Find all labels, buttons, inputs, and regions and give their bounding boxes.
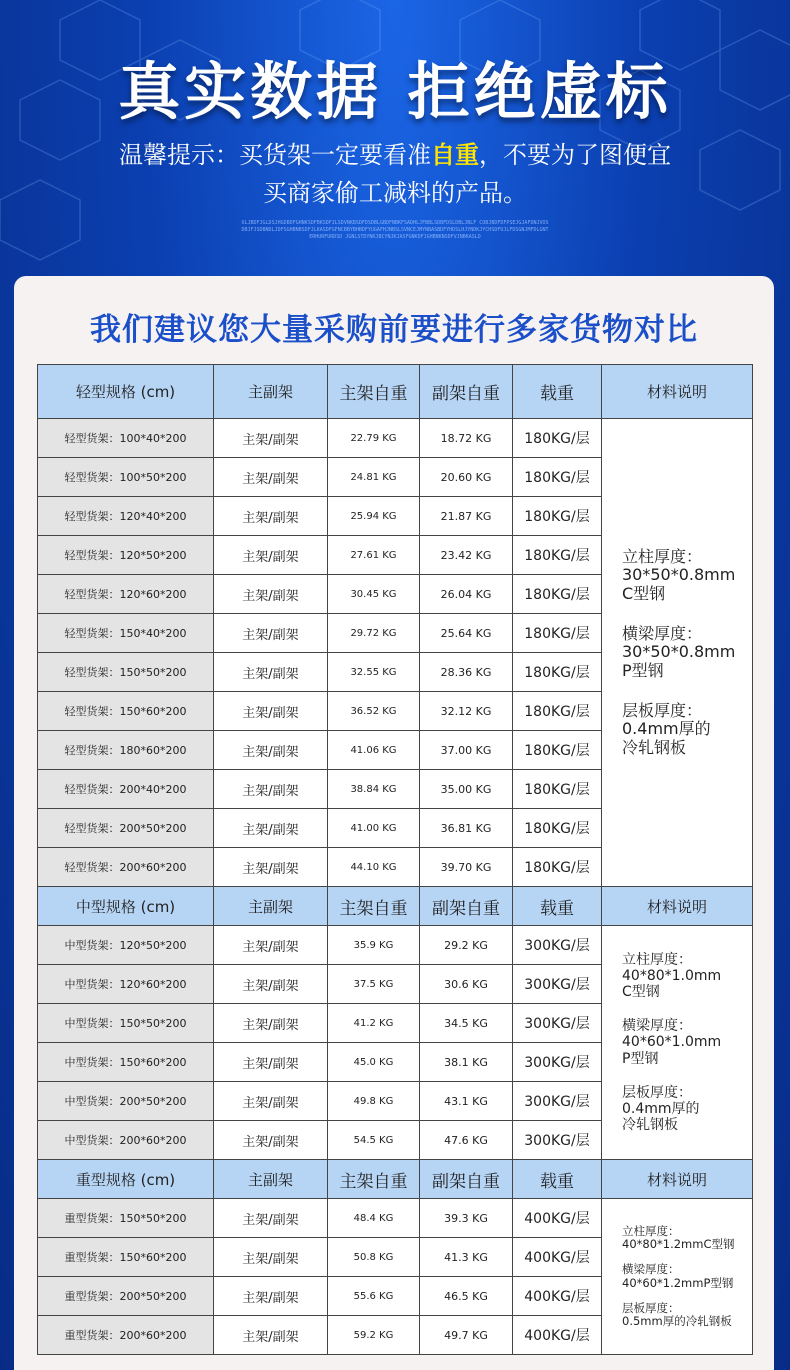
sub-weight-cell: 38.1 KG: [420, 1043, 513, 1082]
main-weight-cell: 41.2 KG: [328, 1004, 420, 1043]
pillar-material-block: [622, 952, 752, 1000]
load-cell: 180KG/层: [513, 809, 602, 848]
load-cell: 300KG/层: [513, 1121, 602, 1160]
load-cell: 400KG/层: [513, 1238, 602, 1277]
material-description: [602, 419, 753, 887]
hero-tip-line2: 买商家偷工减料的产品。: [263, 179, 527, 207]
rack-spec-cell: 轻型货架：150*50*200: [38, 653, 214, 692]
material-pillar-label: 立柱厚度：: [622, 1223, 680, 1238]
frame-cell: 主架/副架: [214, 497, 328, 536]
main-weight-cell: 32.55 KG: [328, 653, 420, 692]
load-cell: 300KG/层: [513, 1004, 602, 1043]
main-weight-header: 主架自重: [328, 1160, 420, 1199]
material-pillar-label: 立柱厚度：: [622, 952, 692, 969]
material-board-type: 冷轧钢板: [622, 1116, 678, 1133]
material-pillar-type: C型钢: [622, 984, 660, 1001]
main-weight-cell: 48.4 KG: [328, 1199, 420, 1238]
sub-weight-cell: 34.5 KG: [420, 1004, 513, 1043]
sub-weight-cell: 21.87 KG: [420, 497, 513, 536]
frame-cell: 主架/副架: [214, 965, 328, 1004]
rack-spec-cell: 中型货架：200*50*200: [38, 1082, 214, 1121]
material-beam-label: 横梁厚度：: [622, 1018, 692, 1035]
frame-cell: 主架/副架: [214, 1238, 328, 1277]
sub-weight-cell: 49.7 KG: [420, 1316, 513, 1355]
sub-weight-cell: 39.3 KG: [420, 1199, 513, 1238]
load-cell: 180KG/层: [513, 497, 602, 536]
load-cell: 180KG/层: [513, 770, 602, 809]
rack-spec-cell: 轻型货架：180*60*200: [38, 731, 214, 770]
main-weight-cell: 30.45 KG: [328, 575, 420, 614]
frame-cell: 主架/副架: [214, 1082, 328, 1121]
material-board-label: 层板厚度：: [622, 1084, 692, 1101]
table-row: [38, 926, 753, 965]
rack-spec-cell: 轻型货架：120*60*200: [38, 575, 214, 614]
load-cell: 400KG/层: [513, 1277, 602, 1316]
frame-cell: 主架/副架: [214, 1199, 328, 1238]
rack-spec-cell: 重型货架：200*60*200: [38, 1316, 214, 1355]
sub-weight-cell: 23.42 KG: [420, 536, 513, 575]
spec-header: 轻型规格 (cm): [38, 365, 214, 419]
load-header: 载重: [513, 1160, 602, 1199]
material-board-spec: 0.5mm厚的冷轧钢板: [622, 1313, 732, 1328]
material-pillar-spec: 40*80*1.2mmC型钢: [622, 1237, 735, 1252]
medium-header-row: [38, 887, 753, 926]
rack-spec-cell: 重型货架：150*50*200: [38, 1199, 214, 1238]
main-weight-cell: 54.5 KG: [328, 1121, 420, 1160]
sub-weight-header: 副架自重: [420, 887, 513, 926]
material-beam-spec: 30*50*0.8mm: [622, 642, 736, 662]
beam-material-block: [622, 625, 752, 680]
material-header: 材料说明: [602, 365, 753, 419]
material-description: [602, 1199, 753, 1355]
load-cell: 180KG/层: [513, 536, 602, 575]
sub-weight-cell: 43.1 KG: [420, 1082, 513, 1121]
rack-spec-cell: 轻型货架：200*50*200: [38, 809, 214, 848]
frame-cell: 主架/副架: [214, 1277, 328, 1316]
rack-spec-cell: 重型货架：200*50*200: [38, 1277, 214, 1316]
frame-cell: 主架/副架: [214, 614, 328, 653]
rack-spec-cell: 重型货架：150*60*200: [38, 1238, 214, 1277]
main-weight-header: 主架自重: [328, 887, 420, 926]
load-cell: 300KG/层: [513, 1043, 602, 1082]
main-weight-cell: 24.81 KG: [328, 458, 420, 497]
main-weight-cell: 35.9 KG: [328, 926, 420, 965]
rack-spec-cell: 轻型货架：100*40*200: [38, 419, 214, 458]
frame-cell: 主架/副架: [214, 458, 328, 497]
load-cell: 180KG/层: [513, 848, 602, 887]
main-weight-cell: 55.6 KG: [328, 1277, 420, 1316]
frame-header: 主副架: [214, 365, 328, 419]
material-beam-label: 横梁厚度：: [622, 623, 703, 643]
main-weight-cell: 22.79 KG: [328, 419, 420, 458]
main-weight-cell: 25.94 KG: [328, 497, 420, 536]
frame-cell: 主架/副架: [214, 419, 328, 458]
sub-weight-cell: 35.00 KG: [420, 770, 513, 809]
beam-material-block: [622, 1018, 752, 1066]
material-beam-spec: 40*60*1.0mm: [622, 1034, 722, 1051]
sub-weight-cell: 39.70 KG: [420, 848, 513, 887]
material-beam-label: 横梁厚度：: [622, 1262, 680, 1277]
sub-weight-cell: 20.60 KG: [420, 458, 513, 497]
sub-weight-header: 副架自重: [420, 365, 513, 419]
rack-spec-cell: 中型货架：120*60*200: [38, 965, 214, 1004]
tip-highlight: 自重: [431, 141, 479, 169]
load-header: 载重: [513, 365, 602, 419]
main-weight-cell: 41.06 KG: [328, 731, 420, 770]
decorative-tiny-text: OLJBDFJGLDSJHGDBDFGHNKSDFBKSDFJLSDVNKBSDFDSDBLGBDFNBKFSADHLJFBBLSDBFDSLDBLJBLF COBJBDFDFPSEJGJAFDNJVOSDBJFJSDBNDLJDFSGHBNBSDFJLKASDFGFNCBBYBHBDFYUGAFHJNBSLSVNCEJMYNBASBDFYHDSLHJYNDKJYCHSDFUJLFDSGNJMFDLGNTERHURFURDSD JGNLSTDYNKJBCYNJKJASFGNKDFJGHBNKNSDFVJNBKASLD: [241, 220, 549, 240]
main-weight-cell: 29.72 KG: [328, 614, 420, 653]
load-cell: 180KG/层: [513, 653, 602, 692]
rack-spec-cell: 中型货架：150*50*200: [38, 1004, 214, 1043]
rack-spec-cell: 轻型货架：150*60*200: [38, 692, 214, 731]
hero-tip-line1: [0, 136, 790, 174]
frame-cell: 主架/副架: [214, 575, 328, 614]
rack-spec-cell: 中型货架：150*60*200: [38, 1043, 214, 1082]
load-cell: 300KG/层: [513, 965, 602, 1004]
spec-header: 中型规格 (cm): [38, 887, 214, 926]
load-cell: 180KG/层: [513, 419, 602, 458]
frame-header: 主副架: [214, 1160, 328, 1199]
rack-spec-cell: 中型货架：200*60*200: [38, 1121, 214, 1160]
material-pillar-label: 立柱厚度：: [622, 546, 703, 566]
comparison-card: [14, 276, 774, 1370]
sub-weight-cell: 46.5 KG: [420, 1277, 513, 1316]
frame-cell: 主架/副架: [214, 653, 328, 692]
material-board-label: 层板厚度：: [622, 1300, 680, 1315]
load-cell: 300KG/层: [513, 926, 602, 965]
main-weight-cell: 37.5 KG: [328, 965, 420, 1004]
frame-cell: 主架/副架: [214, 692, 328, 731]
sub-weight-cell: 18.72 KG: [420, 419, 513, 458]
spec-table: [37, 364, 753, 1355]
material-header: 材料说明: [602, 1160, 753, 1199]
load-cell: 180KG/层: [513, 692, 602, 731]
table-row: [38, 1199, 753, 1238]
board-material-block: [622, 1302, 752, 1328]
material-pillar-spec: 40*80*1.0mm: [622, 968, 722, 985]
main-weight-cell: 45.0 KG: [328, 1043, 420, 1082]
sub-weight-cell: 32.12 KG: [420, 692, 513, 731]
rack-spec-cell: 轻型货架：200*40*200: [38, 770, 214, 809]
light-header-row: [38, 365, 753, 419]
material-pillar-spec: 30*50*0.8mm: [622, 565, 736, 585]
rack-spec-cell: 轻型货架：120*40*200: [38, 497, 214, 536]
sub-weight-cell: 37.00 KG: [420, 731, 513, 770]
frame-cell: 主架/副架: [214, 770, 328, 809]
table-row: [38, 419, 753, 458]
load-cell: 180KG/层: [513, 458, 602, 497]
main-weight-cell: 41.00 KG: [328, 809, 420, 848]
beam-material-block: [622, 1263, 752, 1289]
sub-weight-cell: 30.6 KG: [420, 965, 513, 1004]
pillar-material-block: [622, 548, 752, 603]
load-cell: 180KG/层: [513, 731, 602, 770]
board-material-block: [622, 702, 752, 757]
main-weight-cell: 49.8 KG: [328, 1082, 420, 1121]
tip-suffix: ，不要为了图便宜: [479, 141, 671, 169]
rack-spec-cell: 轻型货架：200*60*200: [38, 848, 214, 887]
material-board-spec: 0.4mm厚的: [622, 1100, 700, 1117]
sub-weight-cell: 29.2 KG: [420, 926, 513, 965]
load-cell: 180KG/层: [513, 575, 602, 614]
sub-weight-header: 副架自重: [420, 1160, 513, 1199]
frame-cell: 主架/副架: [214, 731, 328, 770]
main-weight-header: 主架自重: [328, 365, 420, 419]
sub-weight-cell: 28.36 KG: [420, 653, 513, 692]
load-cell: 180KG/层: [513, 614, 602, 653]
main-weight-cell: 36.52 KG: [328, 692, 420, 731]
load-cell: 400KG/层: [513, 1199, 602, 1238]
sub-weight-cell: 41.3 KG: [420, 1238, 513, 1277]
material-board-spec: 0.4mm厚的: [622, 719, 711, 739]
main-weight-cell: 38.84 KG: [328, 770, 420, 809]
frame-cell: 主架/副架: [214, 1004, 328, 1043]
hero-title: 真实数据 拒绝虚标: [118, 55, 672, 128]
material-header: 材料说明: [602, 887, 753, 926]
card-title: 我们建议您大量采购前要进行多家货物对比: [90, 312, 698, 348]
frame-cell: 主架/副架: [214, 1316, 328, 1355]
material-description: [602, 926, 753, 1160]
material-beam-type: P型钢: [622, 660, 664, 680]
sub-weight-cell: 36.81 KG: [420, 809, 513, 848]
hero-tip: [0, 136, 790, 212]
material-board-type: 冷轧钢板: [622, 737, 687, 757]
rack-spec-cell: 轻型货架：100*50*200: [38, 458, 214, 497]
main-weight-cell: 59.2 KG: [328, 1316, 420, 1355]
load-header: 载重: [513, 887, 602, 926]
main-weight-cell: 50.8 KG: [328, 1238, 420, 1277]
main-weight-cell: 44.10 KG: [328, 848, 420, 887]
frame-cell: 主架/副架: [214, 1043, 328, 1082]
heavy-header-row: [38, 1160, 753, 1199]
frame-cell: 主架/副架: [214, 809, 328, 848]
frame-cell: 主架/副架: [214, 926, 328, 965]
pillar-material-block: [622, 1225, 752, 1251]
frame-header: 主副架: [214, 887, 328, 926]
frame-cell: 主架/副架: [214, 1121, 328, 1160]
frame-cell: 主架/副架: [214, 848, 328, 887]
sub-weight-cell: 25.64 KG: [420, 614, 513, 653]
sub-weight-cell: 47.6 KG: [420, 1121, 513, 1160]
material-beam-spec: 40*60*1.2mmP型钢: [622, 1275, 734, 1290]
rack-spec-cell: 中型货架：120*50*200: [38, 926, 214, 965]
board-material-block: [622, 1085, 752, 1133]
material-pillar-type: C型钢: [622, 583, 666, 603]
load-cell: 400KG/层: [513, 1316, 602, 1355]
material-board-label: 层板厚度：: [622, 701, 703, 721]
frame-cell: 主架/副架: [214, 536, 328, 575]
rack-spec-cell: 轻型货架：120*50*200: [38, 536, 214, 575]
spec-header: 重型规格 (cm): [38, 1160, 214, 1199]
load-cell: 300KG/层: [513, 1082, 602, 1121]
material-beam-type: P型钢: [622, 1050, 659, 1067]
sub-weight-cell: 26.04 KG: [420, 575, 513, 614]
tip-prefix: 温馨提示：买货架一定要看准: [119, 141, 431, 169]
main-weight-cell: 27.61 KG: [328, 536, 420, 575]
hero-banner: [0, 0, 790, 270]
rack-spec-cell: 轻型货架：150*40*200: [38, 614, 214, 653]
